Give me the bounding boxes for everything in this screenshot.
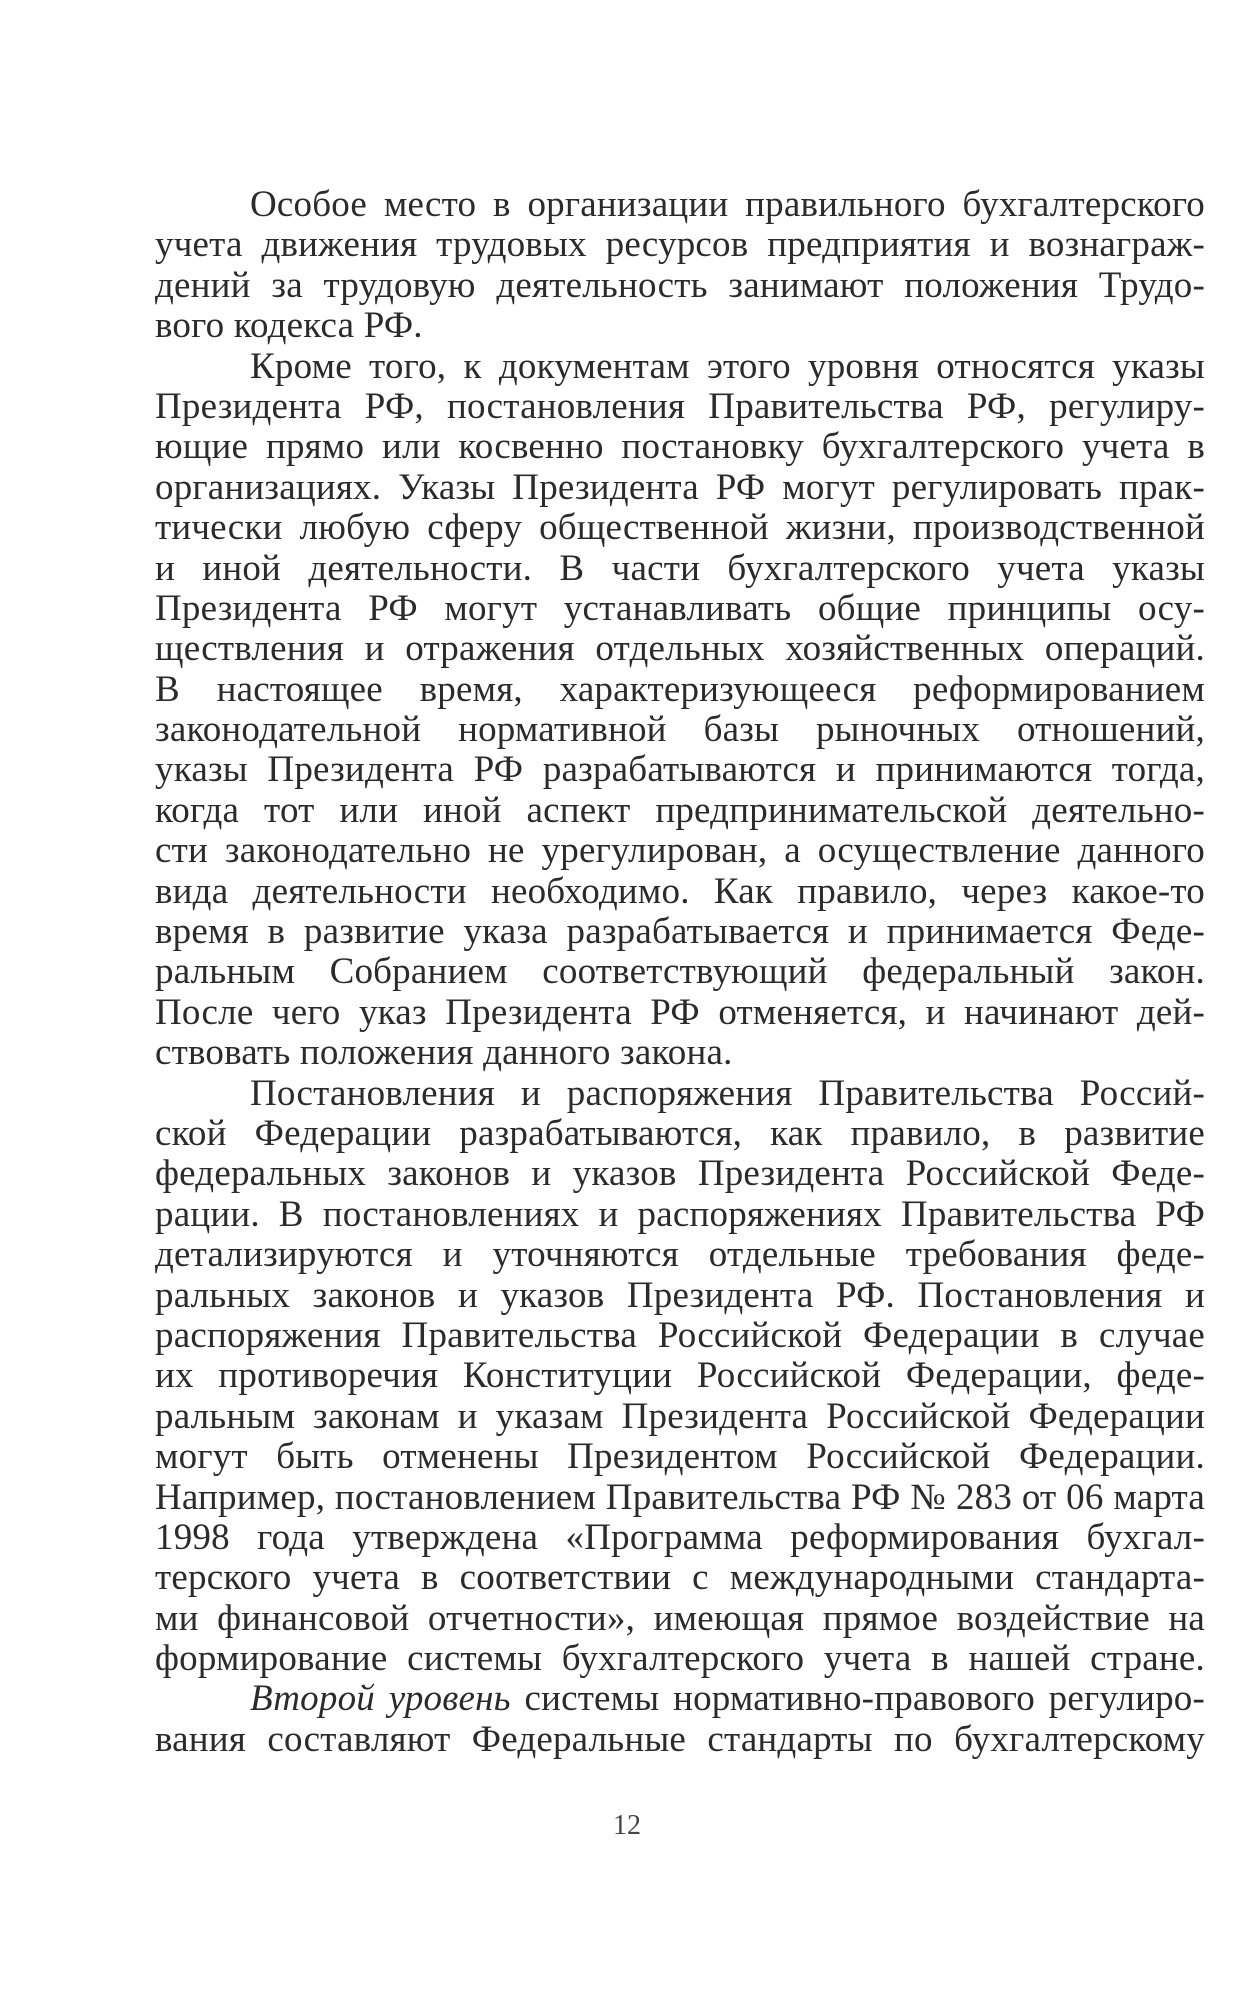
text-line: формирование системы бухгалтерского учета в нашей стране.: [155, 1638, 1205, 1680]
text-line: ральным Собранием соответствующий федеральный закон.: [155, 951, 1205, 993]
text-line: сти законодательно не урегулирован, а осуществление данного: [155, 830, 1205, 872]
text-line: Президента РФ могут устанавливать общие принципы осу-: [155, 587, 1205, 629]
text-line: время в развитие указа разрабатывается и принимается Феде-: [155, 911, 1205, 953]
text-line: Президента РФ, постановления Правительства РФ, регулиру-: [155, 385, 1205, 427]
text-line: учета движения трудовых ресурсов предприятия и вознаграж-: [155, 224, 1205, 266]
text-line: вания составляют Федеральные стандарты по бухгалтерскому: [155, 1718, 1205, 1760]
italic-term: Второй уровень: [250, 1678, 511, 1720]
text-line-rest: системы нормативно-правового регулиро-: [510, 1678, 1205, 1720]
text-line: Например, постановлением Правительства РФ № 283 от 06 марта: [155, 1476, 1205, 1518]
text-line: и иной деятельности. В части бухгалтерского учета указы: [155, 547, 1205, 589]
text-line: 1998 года утверждена «Программа реформирования бухгал-: [155, 1516, 1205, 1558]
text-line: когда тот или иной аспект предпринимательской деятельно-: [155, 789, 1205, 831]
text-line: В настоящее время, характеризующееся реформированием: [155, 668, 1205, 710]
text-line: тически любую сферу общественной жизни, производственной: [155, 507, 1205, 549]
text-line: После чего указ Президента РФ отменяется, и начинают дей-: [155, 991, 1205, 1033]
text-line: рации. В постановлениях и распоряжениях Правительства РФ: [155, 1193, 1205, 1235]
text-line: организациях. Указы Президента РФ могут регулировать прак-: [155, 466, 1205, 508]
text-line: Кроме того, к документам этого уровня относятся указы: [250, 345, 1205, 387]
text-line: указы Президента РФ разрабатываются и принимаются тогда,: [155, 749, 1205, 791]
text-line: распоряжения Правительства Российской Федерации в случае: [155, 1314, 1205, 1356]
text-line: ми финансовой отчетности», имеющая прямое воздействие на: [155, 1597, 1205, 1639]
text-line: дений за трудовую деятельность занимают положения Трудо-: [155, 264, 1205, 306]
text-line: федеральных законов и указов Президента Российской Феде-: [155, 1153, 1205, 1195]
text-line: ющие прямо или косвенно постановку бухгалтерского учета в: [155, 426, 1205, 468]
text-line: Постановления и распоряжения Правительства Россий-: [250, 1072, 1205, 1114]
text-line: [155, 1679, 1205, 1719]
text-line: ской Федерации разрабатываются, как правило, в развитие: [155, 1112, 1205, 1154]
text-line: терского учета в соответствии с международными стандарта-: [155, 1557, 1205, 1599]
text-line: ральным законам и указам Президента Российской Федерации: [155, 1395, 1205, 1437]
text-line: могут быть отменены Президентом Российской Федерации.: [155, 1436, 1205, 1478]
text-line: ральных законов и указов Президента РФ. Постановления и: [155, 1274, 1205, 1316]
text-line: Особое место в организации правильного бухгалтерского: [250, 184, 1205, 225]
text-line: их противоречия Конституции Российской Федерации, феде-: [155, 1355, 1205, 1397]
text-line: ществления и отражения отдельных хозяйственных операций.: [155, 628, 1205, 670]
text-line: вида деятельности необходимо. Как правило, через какое-то: [155, 870, 1205, 912]
text-line: детализируются и уточняются отдельные требования феде-: [155, 1234, 1205, 1276]
text-line: ствовать положения данного закона.: [155, 1032, 733, 1074]
body-text: [155, 185, 1205, 1760]
text-line: законодательной нормативной базы рыночных отношений,: [155, 709, 1205, 751]
text-line: вого кодекса РФ.: [155, 305, 423, 347]
page-number: 12: [613, 1810, 641, 1841]
